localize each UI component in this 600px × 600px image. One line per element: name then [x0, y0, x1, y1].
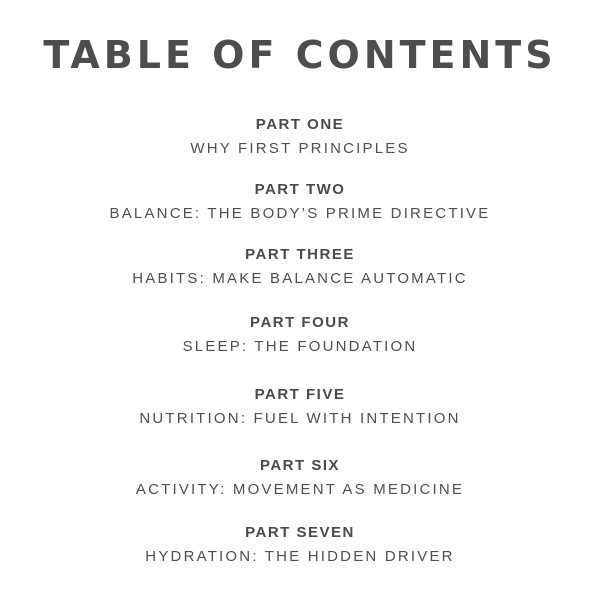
toc-entry-part-three [0, 245, 600, 289]
part-title: WHY FIRST PRINCIPLES [190, 140, 410, 157]
toc-entry-part-six [0, 456, 600, 500]
toc-entry-part-seven [0, 523, 600, 567]
part-label: PART SIX [259, 457, 341, 474]
toc-entry-part-four [0, 313, 600, 357]
part-title: HYDRATION: THE HIDDEN DRIVER [145, 548, 455, 565]
part-title: BALANCE: THE BODY’S PRIME DIRECTIVE [109, 205, 491, 222]
part-title: ACTIVITY: MOVEMENT AS MEDICINE [135, 481, 465, 498]
part-title: SLEEP: THE FOUNDATION [182, 338, 418, 355]
toc-entry-part-five [0, 385, 600, 429]
part-label: PART TWO [254, 181, 346, 198]
part-label: PART SEVEN [245, 524, 355, 541]
part-label: PART ONE [255, 116, 345, 133]
toc-entry-part-one [0, 115, 600, 159]
part-title: HABITS: MAKE BALANCE AUTOMATIC [132, 270, 468, 287]
page-title: TABLE OF CONTENTS [43, 33, 557, 77]
part-label: PART THREE [245, 246, 355, 263]
toc-entry-part-two [0, 180, 600, 224]
part-title: NUTRITION: FUEL WITH INTENTION [139, 410, 461, 427]
part-label: PART FIVE [254, 386, 346, 403]
part-label: PART FOUR [250, 314, 350, 331]
